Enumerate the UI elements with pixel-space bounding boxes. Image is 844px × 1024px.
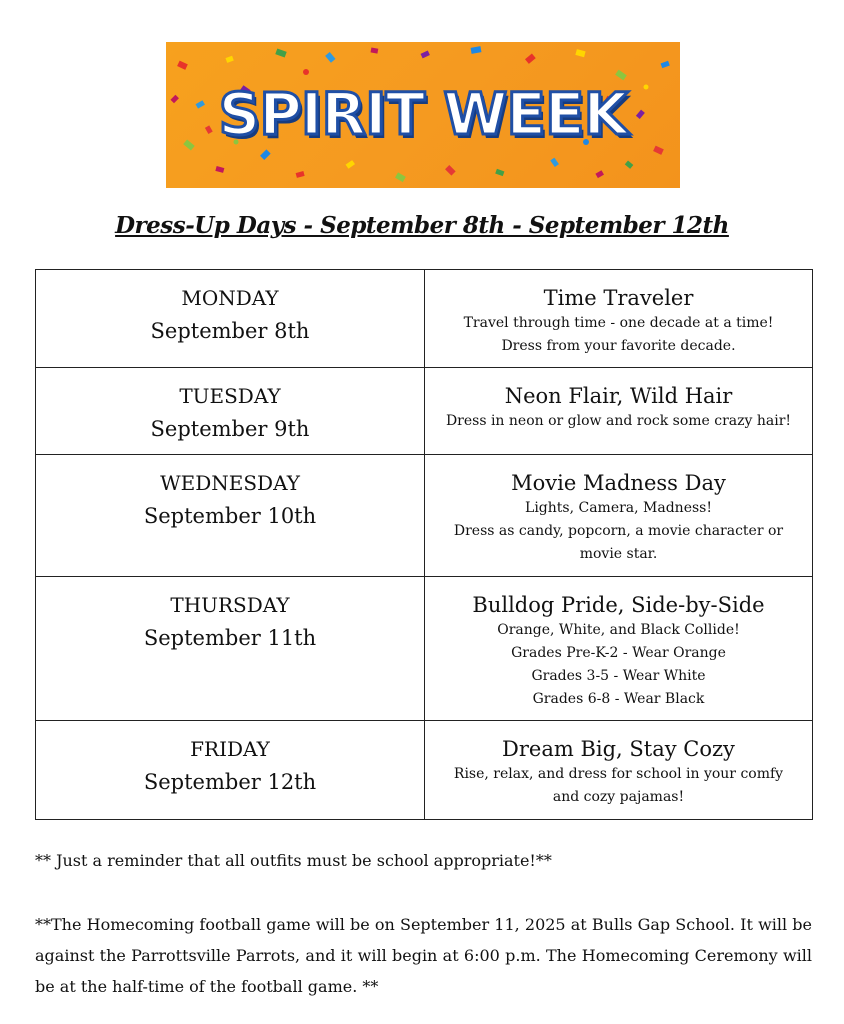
description-line: Travel through time - one decade at a time!: [463, 315, 774, 331]
appropriate-outfit-reminder: ** Just a reminder that all outfits must be school appropriate!**: [35, 851, 552, 870]
theme-description: [425, 619, 812, 711]
day-name: TUESDAY: [179, 384, 281, 408]
schedule-table: [35, 269, 813, 820]
spirit-week-banner: [166, 42, 680, 188]
description-line: movie star.: [579, 546, 658, 562]
theme-description: [425, 497, 812, 566]
description-line: Orange, White, and Black Collide!: [497, 622, 740, 638]
day-date: September 10th: [143, 504, 317, 528]
theme-description: [425, 410, 812, 433]
theme-title: Dream Big, Stay Cozy: [502, 737, 735, 761]
day-date: September 8th: [150, 319, 310, 343]
table-row: [36, 577, 813, 721]
description-line: Lights, Camera, Madness!: [525, 500, 712, 516]
day-cell: [36, 455, 425, 577]
day-date: September 11th: [143, 626, 317, 650]
day-name: THURSDAY: [170, 593, 290, 617]
description-line: Dress in neon or glow and rock some crazy hair!: [445, 413, 792, 429]
day-cell: [36, 577, 425, 721]
theme-cell: [425, 270, 813, 368]
table-row: [36, 721, 813, 820]
day-cell: [36, 368, 425, 455]
homecoming-note: **The Homecoming football game will be on September 11, 2025 at Bulls Gap School. It will be against the Parrottsville Parrots, and it will begin at 6:00 p.m. The Homecoming Ceremony will be at the half-time of the football game. **: [35, 915, 812, 996]
theme-title: Time Traveler: [543, 286, 694, 310]
day-name: FRIDAY: [190, 737, 270, 761]
theme-title: Neon Flair, Wild Hair: [504, 384, 733, 408]
day-cell: [36, 270, 425, 368]
theme-cell: [425, 721, 813, 820]
theme-cell: [425, 455, 813, 577]
theme-description: [425, 763, 812, 809]
day-date: September 9th: [150, 417, 310, 441]
theme-description: [425, 312, 812, 358]
table-row: [36, 270, 813, 368]
day-date: September 12th: [143, 770, 317, 794]
table-row: [36, 455, 813, 577]
day-name: WEDNESDAY: [160, 471, 300, 495]
theme-title: Bulldog Pride, Side-by-Side: [472, 593, 765, 617]
theme-cell: [425, 577, 813, 721]
theme-title: Movie Madness Day: [511, 471, 726, 495]
description-line: Grades 3-5 - Wear White: [531, 668, 706, 684]
theme-cell: [425, 368, 813, 455]
description-line: Grades 6-8 - Wear Black: [532, 691, 705, 707]
day-name: MONDAY: [181, 286, 279, 310]
description-line: Dress from your favorite decade.: [501, 338, 736, 354]
description-line: Grades Pre-K-2 - Wear Orange: [511, 645, 726, 661]
description-line: Rise, relax, and dress for school in your comfy: [453, 766, 784, 782]
table-row: [36, 368, 813, 455]
page-heading: Dress-Up Days - September 8th - September 12th: [115, 212, 729, 239]
banner-title: SPIRIT WEEK: [218, 80, 628, 148]
description-line: and cozy pajamas!: [552, 789, 685, 805]
description-line: Dress as candy, popcorn, a movie character or: [453, 523, 784, 539]
day-cell: [36, 721, 425, 820]
